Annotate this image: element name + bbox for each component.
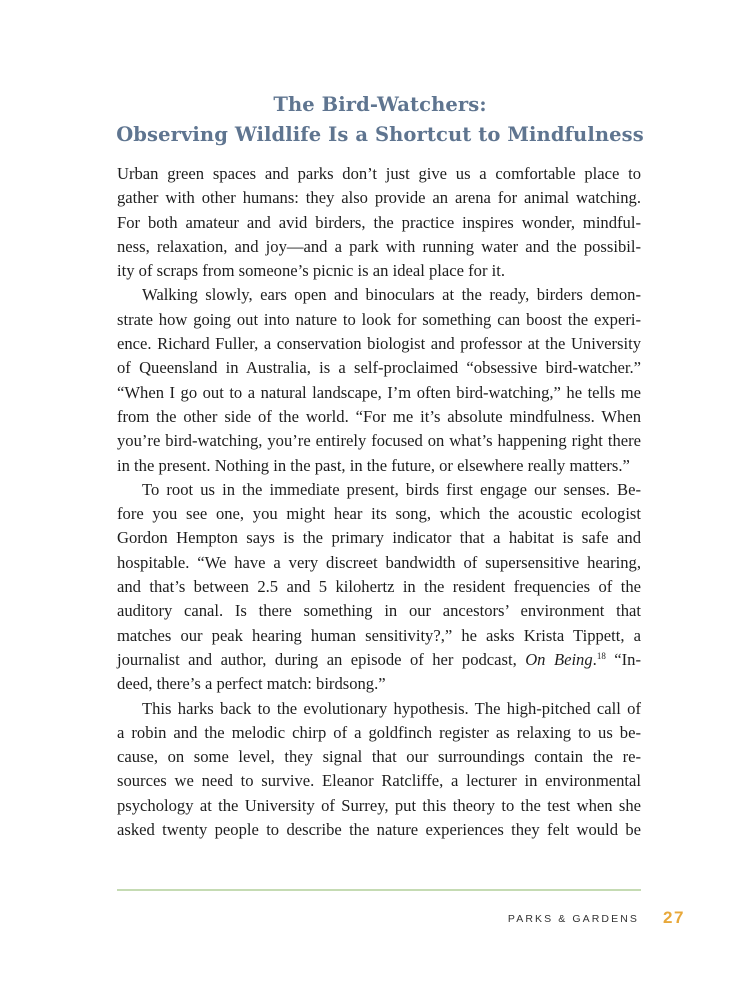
text-line: Walking slowly, ears open and binoculars at the ready, birders demon- bbox=[142, 285, 641, 305]
text-line: and that’s between 2.5 and 5 kilohertz in the resident frequencies of the bbox=[117, 577, 641, 597]
text-fragment: “In- bbox=[605, 649, 641, 669]
footnote-reference[interactable]: 18 bbox=[596, 650, 606, 661]
text-line: ness, relaxation, and joy—and a park with running water and the possibil- bbox=[117, 236, 641, 256]
text-line: ity of scraps from someone’s picnic is an ideal place for it. bbox=[117, 261, 505, 281]
text-line: For both amateur and avid birders, the practice inspires wonder, mindful- bbox=[117, 212, 641, 232]
text-line: strate how going out into nature to look for something can boost the experi- bbox=[117, 309, 641, 329]
text-line: from the other side of the world. “For me it’s absolute mindfulness. When bbox=[117, 406, 641, 426]
heading-line-2: Observing Wildlife Is a Shortcut to Mindfulness bbox=[116, 123, 644, 146]
text-line: To root us in the immediate present, birds first engage our senses. Be- bbox=[142, 479, 641, 499]
text-line: sources we need to survive. Eleanor Ratcliffe, a lecturer in environmental bbox=[117, 771, 641, 791]
text-line: in the present. Nothing in the past, in the future, or elsewhere really matters.” bbox=[117, 455, 630, 475]
text-line: This harks back to the evolutionary hypothesis. The high-pitched call of bbox=[142, 698, 641, 718]
text-line: fore you see one, you might hear its song, which the acoustic ecologist bbox=[117, 504, 641, 524]
body-text bbox=[117, 162, 641, 842]
heading-line-1: The Bird-Watchers: bbox=[273, 93, 487, 116]
text-line: asked twenty people to describe the nature experiences they felt would be bbox=[117, 820, 641, 840]
text-line: Urban green spaces and parks don’t just give us a comfortable place to bbox=[117, 164, 641, 183]
running-footer-section: PARKS & GARDENS bbox=[507, 913, 639, 925]
text-fragment: . bbox=[592, 649, 597, 669]
chapter-heading bbox=[110, 90, 650, 150]
footer-divider bbox=[117, 889, 641, 891]
text-line: Gordon Hempton says is the primary indicator that a habitat is safe and bbox=[117, 528, 641, 548]
paragraph-4 bbox=[117, 697, 641, 843]
paragraph-2 bbox=[117, 283, 641, 477]
text-line: ence. Richard Fuller, a conservation biologist and professor at the University bbox=[117, 334, 641, 354]
text-line: gather with other humans: they also provide an arena for animal watching. bbox=[117, 188, 641, 208]
text-line: deed, there’s a perfect match: birdsong.” bbox=[117, 674, 386, 694]
text-line: auditory canal. Is there something in our ancestors’ environment that bbox=[117, 601, 641, 621]
text-line: a robin and the melodic chirp of a goldfinch register as relaxing to us be- bbox=[117, 722, 641, 742]
text-line: cause, on some level, they signal that our surroundings contain the re- bbox=[117, 747, 641, 767]
text-line: matches our peak hearing human sensitivity?,” he asks Krista Tippett, a bbox=[117, 625, 641, 645]
text-line: of Queensland in Australia, is a self-proclaimed “obsessive bird-watcher.” bbox=[117, 358, 641, 378]
podcast-title: On Being bbox=[525, 649, 593, 669]
text-line: “When I go out to a natural landscape, I’m often bird-watching,” he tells me bbox=[117, 382, 641, 402]
paragraph-3 bbox=[117, 478, 641, 697]
text-line: you’re bird-watching, you’re entirely focused on what’s happening right there bbox=[117, 431, 641, 451]
text-fragment: journalist and author, during an episode of her podcast, bbox=[117, 649, 526, 669]
text-line: hospitable. “We have a very discreet bandwidth of supersensitive hearing, bbox=[117, 552, 641, 572]
page-number: 27 bbox=[663, 908, 685, 927]
text-line: psychology at the University of Surrey, put this theory to the test when she bbox=[117, 795, 641, 815]
paragraph-1 bbox=[117, 162, 641, 283]
text-line-with-citation bbox=[117, 648, 641, 672]
